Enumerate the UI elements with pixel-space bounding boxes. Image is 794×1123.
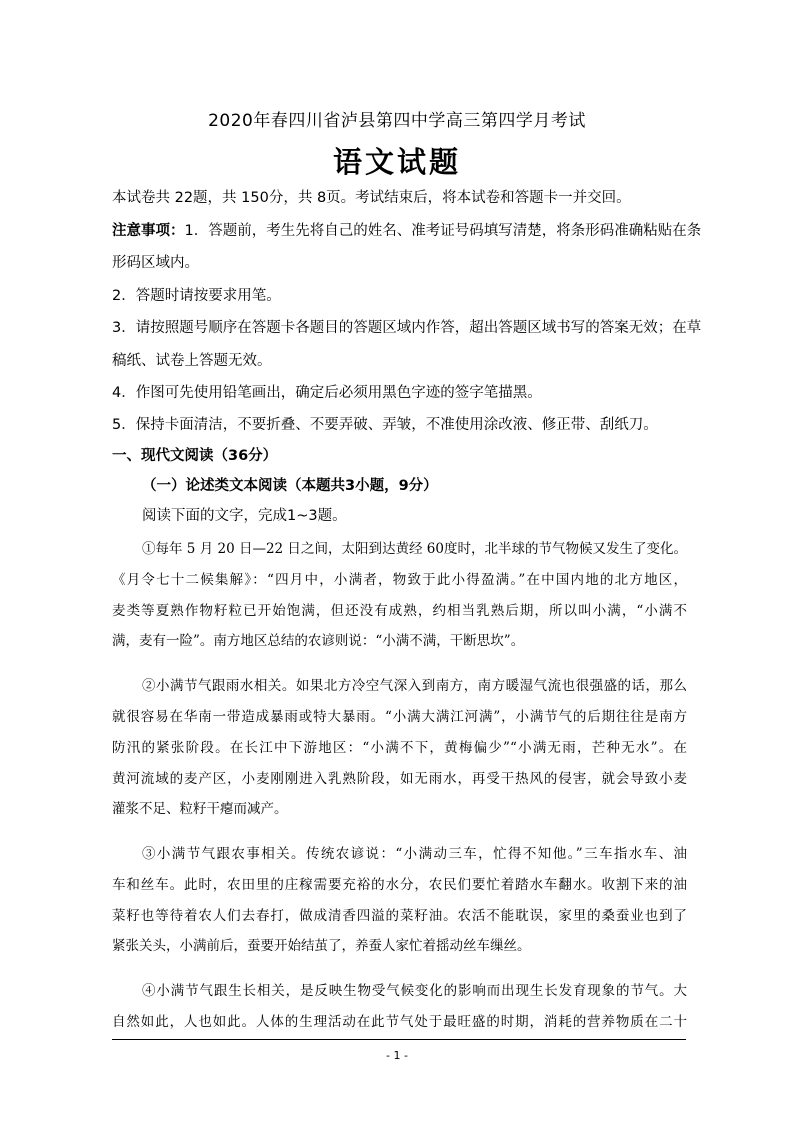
subject-title: 语文试题 — [332, 145, 461, 179]
passage-line: 就很容易在华南一带造成暴雨或特大暴雨。“小满大满江河满”，小满节气的后期往往是南方 — [112, 709, 687, 725]
passage-line: ①每年 5 月 20 日—22 日之间，太阳到达黄经 60度时，北半球的节气物候又发生了变化。 — [142, 541, 687, 557]
note-4: 4．作图可先使用铅笔画出，确定后必须用黑色字迹的签字笔描黑。 — [112, 385, 542, 401]
passage-line: 黄河流域的麦产区，小麦刚刚进入乳熟阶段，如无雨水，再受干热风的侵害，就会导致小麦 — [112, 771, 687, 787]
passage-line: ④小满节气跟生长相关，是反映生物受气候变化的影响而出现生长发育现象的节气。大 — [142, 983, 687, 999]
note-3-cont: 稿纸、试卷上答题无效。 — [112, 353, 272, 369]
notes-label: 注意事项： — [112, 223, 185, 239]
passage-line: 麦类等夏熟作物籽粒已开始饱满，但还没有成熟，约相当乳熟后期，所以叫小满，“小满不 — [112, 603, 687, 619]
note-5: 5．保持卡面清洁，不要折叠、不要弄破、弄皱，不准使用涂改液、修正带、刮纸刀。 — [112, 417, 658, 433]
passage-line: 满，麦有一险”。南方地区总结的农谚则说：“小满不满，干断思坎”。 — [112, 633, 525, 649]
footer-rule — [112, 1039, 686, 1040]
passage-line: ②小满节气跟雨水相关。如果北方冷空气深入到南方，南方暖湿气流也很强盛的话，那么 — [142, 678, 687, 694]
instructions-intro: 本试卷共 22题，共 150分，共 8页。考试结束后，将本试卷和答题卡一并交回。 — [112, 190, 631, 206]
passage-line: 防汛的紧张阶段。在长江中下游地区：“小满不下，黄梅偏少”“小满无雨，芒种无水”。在 — [112, 740, 687, 756]
subsection-heading: （一）论述类文本阅读（本题共3小题，9分） — [142, 478, 438, 494]
passage-line: 自然如此，人也如此。人体的生理活动在此节气处于最旺盛的时期，消耗的营养物质在二十 — [112, 1014, 687, 1030]
note-2: 2．答题时请按要求用笔。 — [112, 288, 281, 304]
section-heading: 一、现代文阅读（36分） — [112, 448, 278, 464]
note-3: 3．请按照题号顺序在答题卡各题目的答题区域内作答，超出答题区域书写的答案无效；在草 — [112, 320, 702, 336]
note-1-text: 1．答题前，考生先将自己的姓名、准考证号码填写清楚，将条形码准确粘贴在条 — [184, 223, 702, 239]
passage-line: 《月令七十二候集解》：“四月中，小满者，物致于此小得盈满。”在中国内地的北方地区， — [112, 572, 687, 588]
passage-line: 车和丝车。此时，农田里的庄稼需要充裕的水分，农民们要忙着踏水车翻水。收割下来的油 — [112, 877, 687, 893]
page-number: - 1 - — [386, 1049, 408, 1062]
reading-prompt: 阅读下面的文字，完成1~3题。 — [142, 508, 347, 524]
note-1-cont: 形码区域内。 — [112, 255, 199, 271]
passage-line: 紧张关头，小满前后，蚕要开始结茧了，养蚕人家忙着摇动丝车缫丝。 — [112, 938, 531, 954]
passage-line: 菜籽也等待着农人们去春打，做成清香四溢的菜籽油。农活不能耽误，家里的桑蚕业也到了 — [112, 908, 687, 924]
exam-title: 2020年春四川省泸县第四中学高三第四学月考试 — [208, 111, 586, 131]
passage-line: 灌浆不足、粒籽干瘪而减产。 — [112, 801, 288, 817]
note-1 — [112, 219, 702, 240]
passage-line: ③小满节气跟农事相关。传统农谚说：“小满动三车，忙得不知他。”三车指水车、油 — [142, 846, 687, 862]
